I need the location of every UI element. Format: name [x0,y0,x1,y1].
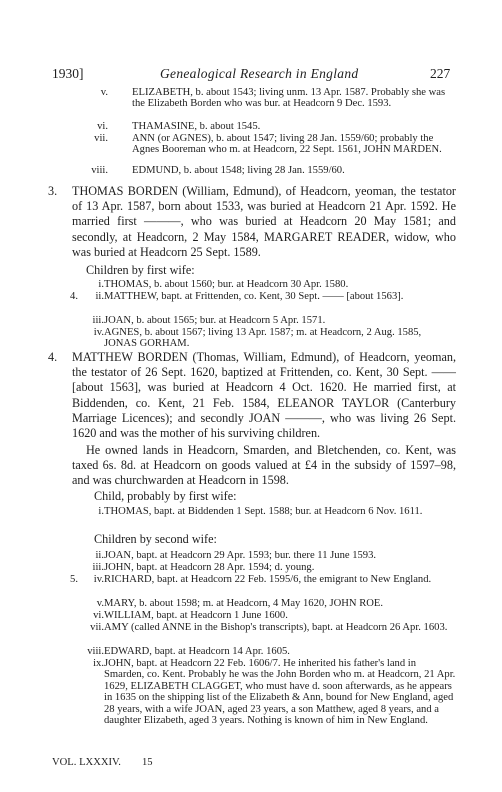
child-text: JOHN, bapt. at Headcorn 28 Apr. 1594; d. young. [104,562,315,573]
section-4-paragraph-lands: He owned lands in Headcorn, Smarden, and Bletchenden, co. Kent, was taxed 6s. 8d. at Headcorn on goods valued at £4 in the subsidy of 1597–98, and was churchwarden at Headcorn in 1598. [72,443,456,488]
child-text: JOAN, bapt. at Headcorn 29 Apr. 1593; bur. there 11 June 1593. [104,550,377,561]
entry-vii [94,133,456,156]
page-number: 227 [430,66,451,81]
footer-volume: VOL. LXXXIV. [52,757,121,768]
s4-child-vii [90,622,456,633]
child-text: EDWARD, bapt. at Headcorn 14 Apr. 1605. [104,646,290,657]
child-text: JOHN, bapt. at Headcorn 22 Feb. 1606/7. He inherited his father's land in Smarden, co. Kent. Probably he was the John Borden who m. at Headcorn, 21 Apr. 1629, ELIZABETH CLAGGET, who must have d. soon afterwards, as he appears in 1635 on the shipping list of the Elizabeth & Ann, bound for New England, aged 28 years, with a wife JOAN, aged 23 years, a son Matthew, aged 8 years, and a daughter Elizabeth, aged 3 years. Nothing is known of him in New England. [104,658,456,727]
child-num: vi. [93,610,104,621]
entry-num: vi. [97,121,108,132]
s4-child-iv [70,574,456,585]
child-num: iii. [92,562,104,573]
section-number-3: 3. [48,184,58,198]
child-text: MATTHEW, bapt. at Frittenden, co. Kent, 30 Sept. —— [about 1563]. [104,291,404,302]
child-num: i. [98,279,104,290]
child-text: JOAN, b. about 1565; bur. at Headcorn 5 Apr. 1571. [104,315,326,326]
s4-child-iii [92,562,456,573]
header-title: Genealogical Research in England [160,66,359,81]
child-text: THOMAS, b. about 1560; bur. at Headcorn 30 Apr. 1580. [104,279,349,290]
child-text: WILLIAM, bapt. at Headcorn 1 June 1600. [104,610,288,621]
s3-child-ii [70,291,456,302]
entry-text: EDMUND, b. about 1548; living 28 Jan. 1559/60. [132,165,345,176]
header-year: 1930] [52,66,84,81]
section-number-4: 4. [48,350,58,364]
child-num: i. [98,506,104,517]
child-num: v. [96,598,104,609]
child-num: vii. [90,622,104,633]
s4-child-vi [93,610,456,621]
child-text: AMY (called ANNE in the Bishop's transcripts), bapt. at Headcorn 26 Apr. 1603. [104,622,448,633]
child-text: RICHARD, bapt. at Headcorn 22 Feb. 1595/6, the emigrant to New England. [104,574,432,585]
child-generation-number: 5. [70,574,78,585]
s3-child-i [98,279,456,290]
entry-text: ANN (or AGNES), b. about 1547; living 28 Jan. 1559/60; probably the Agnes Booreman who m. at Headcorn, 22 Sept. 1561, JOHN MARDEN. [132,133,442,156]
entry-num: viii. [91,165,108,176]
child-num: viii. [87,646,104,657]
s4-child-v [96,598,456,609]
entry-num: v. [100,87,108,98]
s4-child-ix [93,658,456,727]
s3-child-iii [92,315,456,326]
child-num: iv. [93,574,104,585]
child-text: THOMAS, bapt. at Biddenden 1 Sept. 1588; bur. at Headcorn 6 Nov. 1611. [104,506,423,517]
child-num: ii. [95,291,104,302]
child-num: ix. [93,658,104,669]
s4-child-ii [95,550,456,561]
s3-child-iv [93,327,456,350]
section-3-children-heading: Children by first wife: [86,263,195,277]
s4-child-viii [87,646,456,657]
child-num: iii. [92,315,104,326]
entry-v [100,87,456,110]
entry-vi [97,121,456,132]
entry-text: ELIZABETH, b. about 1543; living unm. 13 Apr. 1587. Probably she was the Elizabeth Borden who was bur. at Headcorn 9 Dec. 1593. [132,87,446,110]
section-4-second-children-heading: Children by second wife: [94,532,217,546]
entry-viii [91,165,456,176]
child-generation-number: 4. [70,291,78,302]
child-num: ii. [95,550,104,561]
section-4-first-child-heading: Child, probably by first wife: [94,489,237,503]
footer-signature: 15 [142,757,153,768]
section-3-paragraph: THOMAS BORDEN (William, Edmund), of Headcorn, yeoman, the testator of 13 Apr. 1587, born about 1533, was buried at Headcorn 21 Apr. 1592. He married first ———, who was buried at Headcorn 20 May 1581; and secondly, at Headcorn, 2 May 1584, MARGARET READER, widow, who was buried at Headcorn 25 Sept. 1589. [72,184,456,259]
child-text: AGNES, b. about 1567; living 13 Apr. 1587; m. at Headcorn, 2 Aug. 1585, JONAS GORHAM. [104,327,422,350]
child-text: MARY, b. about 1598; m. at Headcorn, 4 May 1620, JOHN ROE. [104,598,384,609]
entry-text: THAMASINE, b. about 1545. [132,121,261,132]
s4-child-i [98,506,456,517]
entry-num: vii. [94,133,108,144]
child-num: iv. [93,327,104,338]
section-4-paragraph: MATTHEW BORDEN (Thomas, William, Edmund), of Headcorn, yeoman, the testator of 26 Sept. 1620, baptized at Frittenden, co. Kent, 30 Sept. —— [about 1563], was buried at Headcorn 4 Oct. 1620. He married first, at Biddenden, co. Kent, 21 Feb. 1584, ELEANOR TAYLOR (Canterbury Marriage Licences); and secondly JOAN ———, who was living 26 Sept. 1620 and was the mother of his surviving children. [72,350,456,441]
